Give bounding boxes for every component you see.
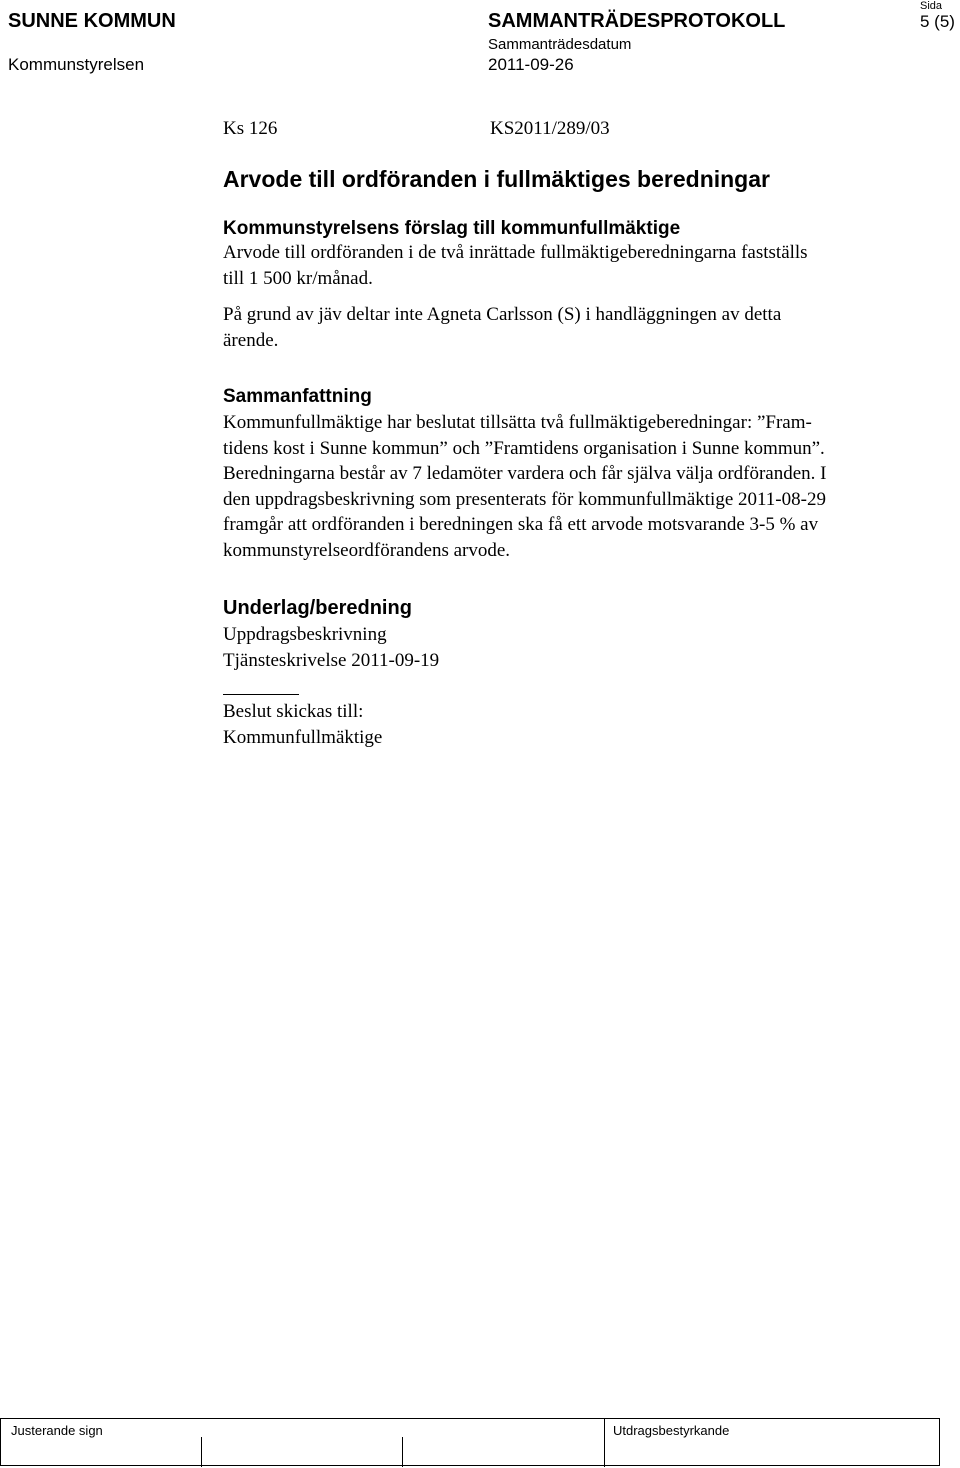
summary-text [223,410,943,563]
summary-line: Kommunfullmäktige har beslutat tillsätta två fullmäktigeberedningar: ”Fram- [223,412,812,433]
footer-column-divider [604,1419,605,1467]
paragraph-number: Ks 126 [223,118,278,139]
proposal-heading: Kommunstyrelsens förslag till kommunfullmäktige [223,218,681,239]
basis-item: Tjänsteskrivelse 2011-09-19 [223,649,440,671]
board-name: Kommunstyrelsen [8,55,145,74]
summary-line: tidens kost i Sunne kommun” och ”Framtidens organisation i Sunne kommun”. [223,437,825,459]
basis-item: Uppdragsbeskrivning [223,624,387,645]
basis-list [223,622,943,673]
summary-line: kommunstyrelseordförandens arvode. [223,539,511,561]
proposal-text [223,240,943,291]
distribution-block [223,699,943,750]
conflict-line: ärende. [223,329,279,351]
summary-line: den uppdragsbeskrivning som presenterats för kommunfullmäktige 2011-08-29 [223,488,826,510]
item-title: Arvode till ordföranden i fullmäktiges beredningar [223,166,770,192]
signature-label: Justerande sign [11,1423,103,1438]
document-type: SAMMANTRÄDESPROTOKOLL [488,10,786,32]
meeting-date-label: Sammanträdesdatum [488,36,632,53]
conflict-line: På grund av jäv deltar inte Agneta Carlsson (S) i handläggningen av detta [223,304,782,325]
basis-heading: Underlag/beredning [223,597,412,619]
case-number: KS2011/289/03 [490,118,610,139]
signature-box-divider [201,1437,202,1467]
meeting-date: 2011-09-26 [488,55,574,74]
summary-line: Beredningarna består av 7 ledamöter vardera och får själva välja ordföranden. I [223,463,827,484]
summary-line: framgår att ordföranden i beredningen ska få ett arvode motsvarande 3-5 % av [223,514,819,535]
summary-heading: Sammanfattning [223,386,372,407]
organization-name: SUNNE KOMMUN [8,10,176,32]
proposal-line: till 1 500 kr/månad. [223,267,373,289]
extract-certification-label: Utdragsbestyrkande [613,1423,730,1438]
signature-box-divider [402,1437,403,1467]
separator-line [223,694,299,695]
proposal-line: Arvode till ordföranden i de två inrättade fullmäktigeberedningarna fastställs [223,242,808,263]
page-label: Sida [920,0,943,12]
conflict-of-interest-note [223,302,943,353]
page-number: 5 (5) [920,12,955,31]
distribution-recipient: Kommunfullmäktige [223,726,383,748]
signature-footer [0,1418,940,1466]
distribution-label: Beslut skickas till: [223,701,364,722]
